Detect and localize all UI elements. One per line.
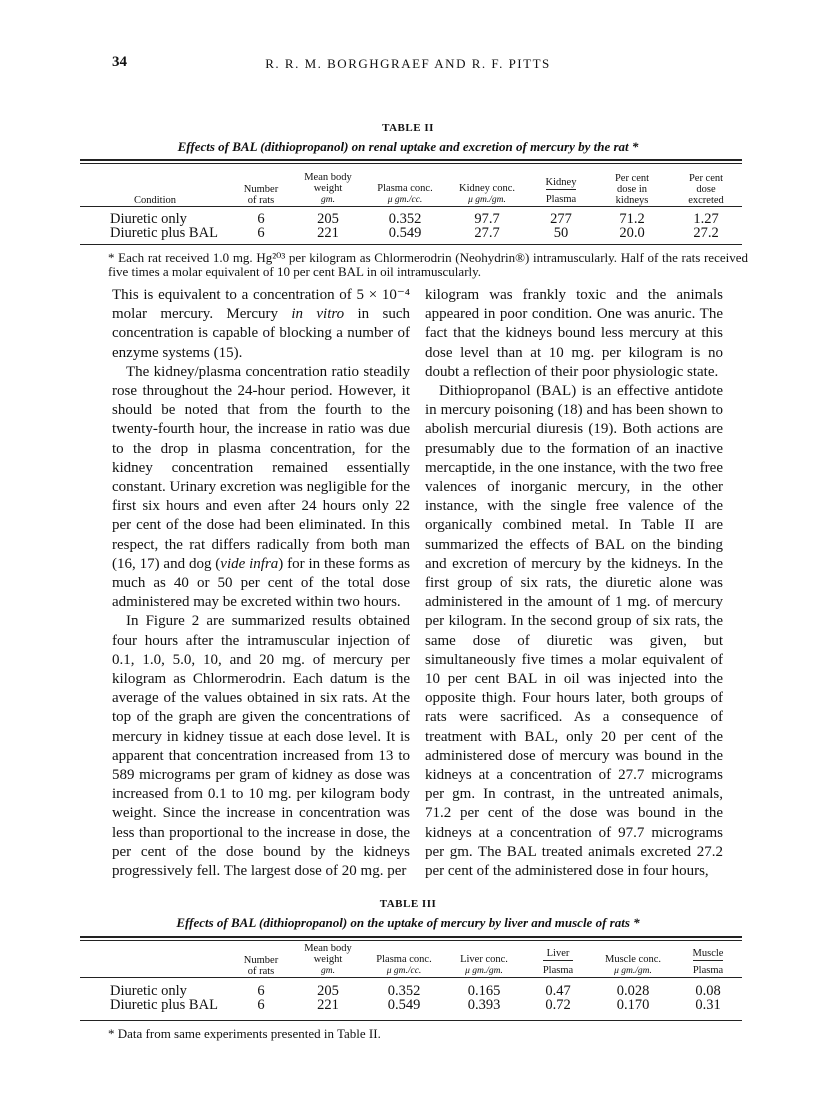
table2-footnote: * Each rat received 1.0 mg. Hg²⁰³ per kilogram as Chlormerodrin (Neohydrin®) intramuscularly. Half of the rats received five times a molar equivalent of 10 per cent BAL in oil intramuscularly. — [108, 250, 748, 279]
table2-label: TABLE II — [382, 122, 434, 134]
paragraph: This is equivalent to a concentration of 5 × 10⁻⁴ molar mercury. Mercury in vitro in such concentration is capable of blocking a number of enzyme systems (15). — [112, 287, 410, 361]
paragraph: The kidney/plasma concentration ratio steadily rose throughout the 24-hour period. However, it should be noted that from the fourth to the twenty-fourth hour, the increase in ratio was due to the drop in plasma concentration, for the kidney concentration remained essentially constant. Urinary excretion was negligible for the first six hours and even after 24 hours only 22 per cent of the dose had been eliminated. In this respect, the rat differs radically from both man (16, 17) and dog (vide infra) for in these forms as much as 40 or 50 per cent of the total dose administered may be excreted within two hours. — [112, 363, 410, 611]
table2-bottom-rule — [80, 244, 742, 245]
col-weight: Mean body weight gm. — [304, 171, 352, 205]
table3-footnote: * Data from same experiments presented in Table II. — [108, 1026, 381, 1041]
col-plasma: Plasma conc. μ gm./cc. — [376, 954, 432, 976]
col-kidney: Kidney conc. μ gm./gm. — [459, 182, 515, 205]
col-liver-plasma-ratio: $\frac{\text{Liver}}{\text{Plasma}}$ — [542, 948, 574, 976]
col-muscle-plasma-ratio: $\frac{\text{Muscle}}{\text{Plasma}}$ — [692, 948, 724, 976]
table3-title: Effects of BAL (dithiopropanol) on the uptake of mercury by liver and muscle of rats * — [176, 915, 640, 930]
col-kidney-plasma-ratio: $\frac{\text{Kidney}}{\text{Plasma}}$ — [545, 176, 577, 205]
table-row: Diuretic plus BAL 6 221 0.549 0.393 0.72 0.170 0.31 — [110, 997, 721, 1013]
table3 — [80, 943, 742, 1012]
right-column — [425, 286, 723, 881]
table2 — [80, 168, 742, 240]
col-pct-excreted: Per cent dose excreted — [688, 172, 724, 206]
paragraph: kilogram was frankly toxic and the animals appeared in poor condition. One was anuric. The fact that the kidneys bound less mercury at this dose level than at 10 mg. per kilogram is no doubt a reflection of their poor physiologic state. — [425, 287, 723, 380]
col-pct-kidneys: Per cent dose in kidneys — [614, 172, 650, 206]
table-row: Diuretic plus BAL 6 221 0.549 27.7 50 20.0 27.2 — [110, 224, 719, 241]
table3-label: TABLE III — [379, 898, 437, 910]
table3-header-row — [80, 943, 742, 978]
col-number: Number of rats — [243, 183, 279, 206]
col-weight: Mean body weight gm. — [304, 943, 352, 976]
table-row: Diuretic only 6 205 0.352 0.165 0.47 0.028 0.08 — [110, 983, 721, 999]
col-muscle: Muscle conc. μ gm./gm. — [605, 954, 661, 976]
col-condition: Condition — [133, 194, 176, 206]
col-condition — [80, 943, 230, 978]
paragraph: Dithiopropanol (BAL) is an effective antidote in mercury poisoning (18) and has been shown to abolish mercurial diuresis (19). Both actions are presumably due to the formation of an inactive mercaptide, in the one instance, with the two free valences of inorganic mercury, in the other instance, with the single free valence of the organically combined metal. In Table II are summarized the effects of BAL on the binding and excretion of mercury by the kidneys. In the first group of six rats, the diuretic alone was administered in the amount of 1 mg. of mercury per kilogram. In the second group of six rats, the same dose of diuretic was given, but simultaneously five times a molar equivalent of 10 per cent BAL in oil was injected into the opposite thigh. Four hours later, both groups of rats were sacrificed. As a consequence of treatment with BAL, only 20 per cent of the administered dose of mercury was bound in the kidneys at a concentration of 27.7 micrograms per gm. In contrast, in the untreated animals, 71.2 per cent of the dose was bound in the kidneys at a concentration of 97.7 micrograms per gm. The BAL treated animals excreted 27.2 per cent of the administered dose in four hours, — [425, 383, 723, 880]
page-number: 34 — [112, 54, 127, 70]
table3-top-rule — [80, 936, 742, 941]
table2-title: Effects of BAL (dithiopropanol) on renal uptake and excretion of mercury by the rat * — [177, 139, 639, 154]
table2-top-rule — [80, 159, 742, 164]
running-header: R. R. M. BORGHGRAEF AND R. F. PITTS — [265, 56, 551, 71]
col-number: Number of rats — [243, 955, 279, 977]
left-column — [112, 286, 410, 881]
table3-bottom-rule — [80, 1020, 742, 1021]
paragraph: In Figure 2 are summarized results obtained four hours after the intramuscular injection of 0.1, 1.0, 5.0, 10, and 20 mg. of mercury per kilogram as Chlormerodrin. Each datum is the average of the values obtained in six rats. At the top of the graph are given the concentrations of mercury in kidney tissue at each dose level. It is apparent that concentration increased from 13 to 589 micrograms per gram of kidney as dose was increased from 0.1 to 10 mg. per kilogram body weight. Since the increase in concentration was less than proportional to the increase in dose, the per cent of the dose bound by the kidneys progressively fell. The largest dose of 20 mg. per — [112, 613, 410, 880]
col-liver: Liver conc. μ gm./gm. — [460, 954, 508, 976]
table-row: Diuretic only 6 205 0.352 97.7 277 71.2 1.27 — [110, 210, 719, 227]
col-plasma: Plasma conc. μ gm./cc. — [377, 182, 433, 205]
table2-header-row — [80, 168, 742, 206]
